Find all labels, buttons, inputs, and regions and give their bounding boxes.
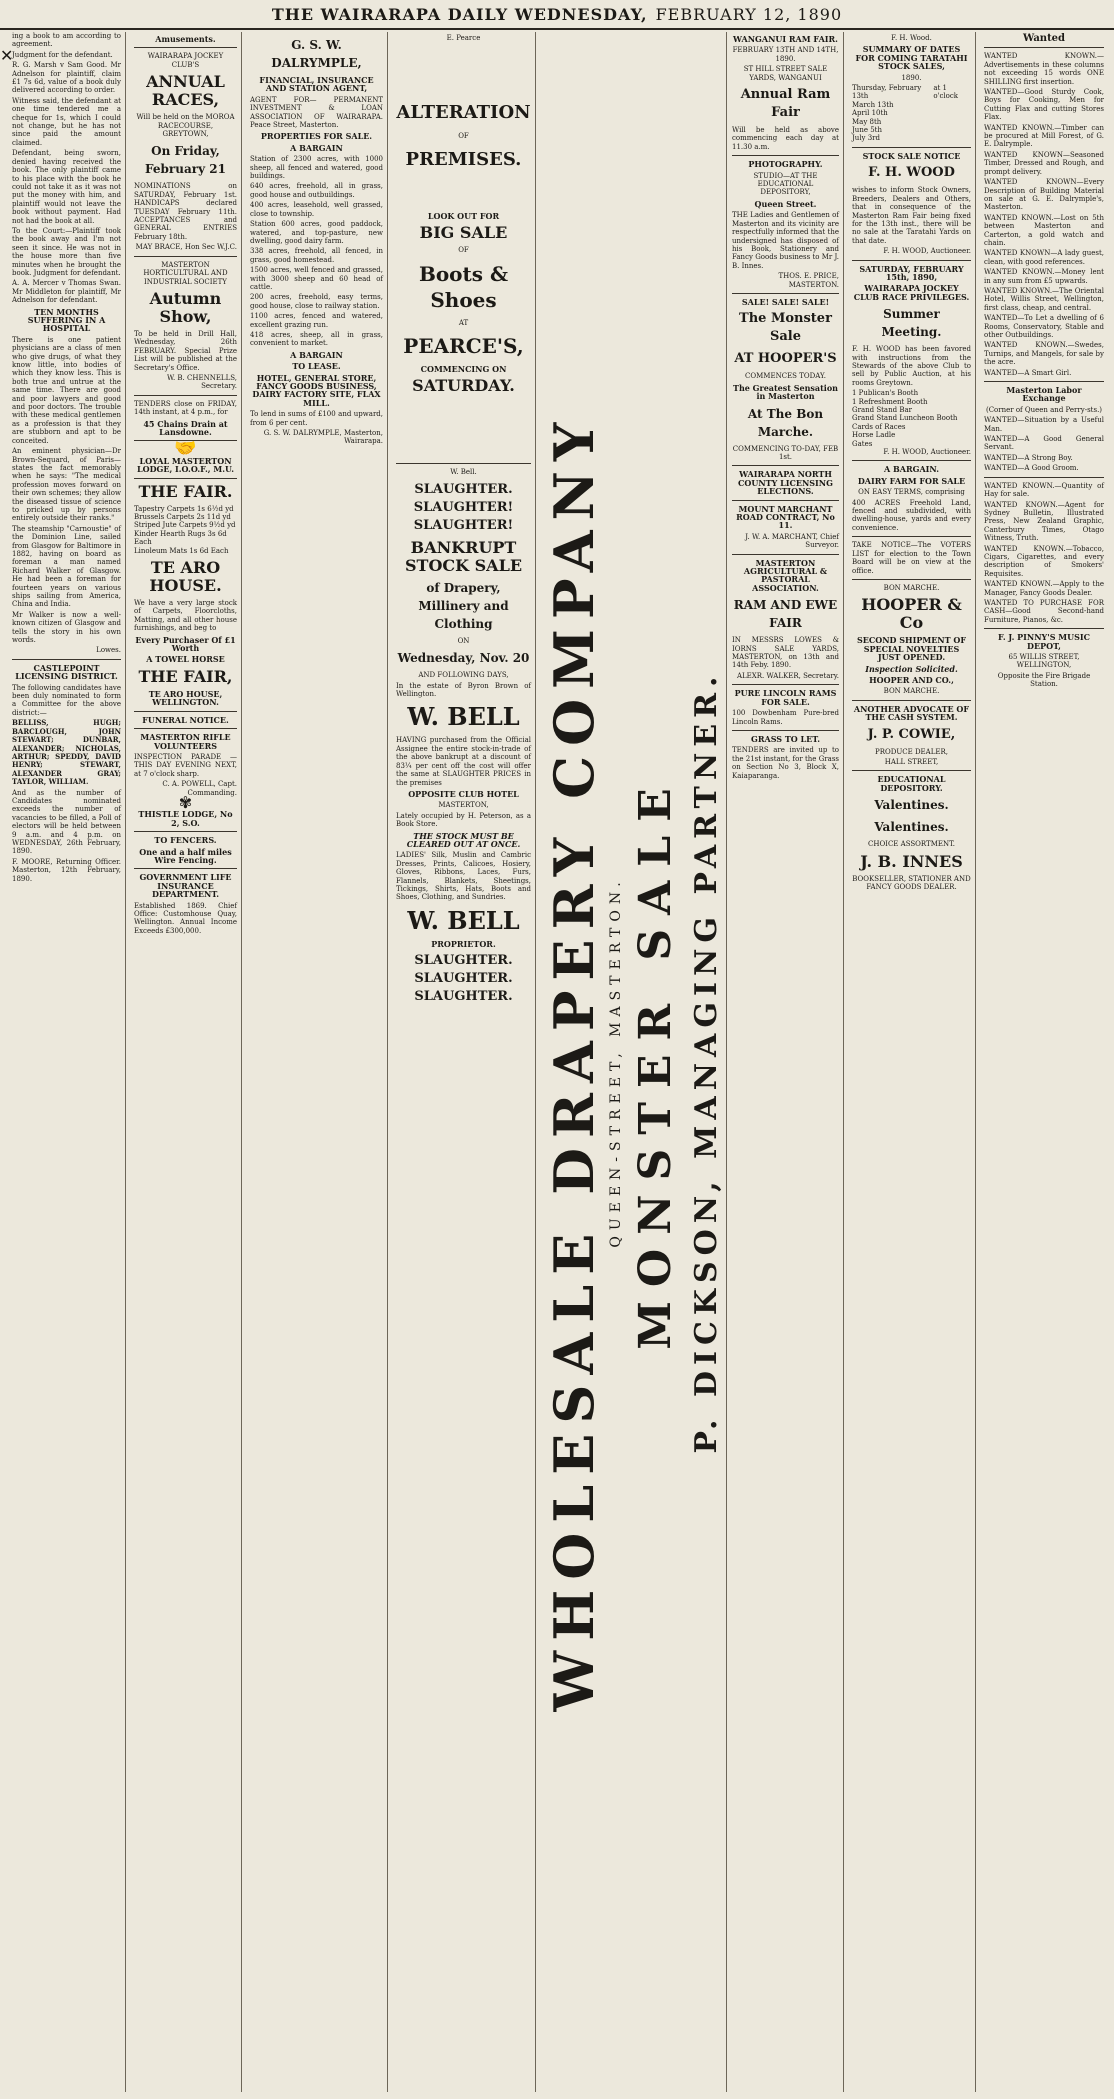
divider — [852, 700, 971, 701]
ad-title: SATURDAY. — [412, 376, 515, 396]
divider — [134, 831, 237, 832]
classified-item: WANTED KNOWN.—Tobacco, Cigars, Cigarettes, and every description of Smokers' Requisites. — [984, 544, 1104, 578]
ad-text: In the estate of Byron Brown of Wellington. — [396, 681, 531, 699]
divider — [852, 536, 971, 537]
divider — [984, 381, 1104, 382]
ad-title: J. B. INNES — [860, 851, 963, 871]
ad-text: AT — [458, 318, 469, 327]
ad-text: PRODUCE DEALER, — [875, 747, 948, 756]
divider — [396, 463, 531, 464]
column-3 — [246, 32, 388, 2092]
classified-item: WANTED—A Strong Boy. — [984, 453, 1073, 462]
ad-subheading: A BARGAIN — [290, 349, 343, 360]
text-paragraph: There is one patient physicians are a class of men who give drugs, of what they know little, into bodies of which they know less. This is both true and untrue at the same time. There are good and poor lawyers and good and poor doctors. The trouble with these medical gentlemen as a profession is that they are stubborn and apt to be conceited. — [12, 335, 121, 445]
text-paragraph: The following candidates have been duly nominated to form a Committee for the above district:— — [12, 683, 121, 717]
list-item: 1100 acres, fenced and watered, excellent grazing run. — [250, 312, 383, 329]
divider — [984, 477, 1104, 478]
ad-signature: F. H. WOOD, Auctioneer. — [883, 247, 971, 256]
classified-item: WANTED KNOWN.—Quantity of Hay for sale. — [984, 481, 1104, 499]
classified-item: WANTED—Situation by a Useful Man. — [984, 416, 1104, 433]
divider — [852, 460, 971, 461]
ad-header: BON MARCHE. — [883, 583, 940, 592]
list-item: Horse Ladle — [852, 431, 896, 440]
ad-text: 1890. — [901, 73, 922, 82]
divider — [984, 628, 1104, 629]
ad-text: HOTEL, GENERAL STORE, FANCY GOODS BUSINESS, DAIRY FACTORY SITE, FLAX MILL. — [252, 372, 381, 408]
ad-title: Boots & Shoes — [418, 261, 509, 312]
vertical-ad-company: WHOLESALE DRAPERY COMPANY — [542, 412, 606, 1712]
classified-item: WANTED KNOWN.—Agent for Sydney Bulletin, Illustrated Press, New Zealand Graphic, Canterbury Times, Otago Witness, Truth. — [984, 500, 1104, 543]
ad-text: Opposite the Fire Brigade Station. — [997, 671, 1091, 689]
classified-item: WANTED KNOWN.—Swedes, Turnips, and Mangels, for sale by the acre. — [984, 341, 1104, 367]
ad-title: Annual Ram Fair — [740, 87, 831, 121]
ad-signature: MAY BRACE, Hon Sec W.J.C. — [135, 243, 237, 252]
divider — [732, 155, 839, 156]
notice-heading: THISTLE LODGE, No 2, S.O. — [138, 809, 233, 828]
vertical-ad-manager: P. DICKSON, MANAGING PARTNER. — [689, 670, 724, 1454]
notice-signature: ALEXR. WALKER, Secretary. — [736, 671, 839, 680]
ad-title: GOVERNMENT LIFE INSURANCE DEPARTMENT. — [139, 872, 232, 900]
ad-text: THE Ladies and Gentlemen of Masterton and its vicinity are respectfully informed that the undersigned has disposed of his Book, Stationery and Fancy Goods business to Mr J. B. Innes. — [732, 211, 839, 270]
ad-text: To lend in sums of £100 and upward, from 6 per cent. — [250, 410, 383, 427]
ad-subheading: EDUCATIONAL DEPOSITORY. — [877, 774, 946, 793]
ad-title: BIG SALE — [419, 223, 508, 243]
masthead-title: THE WAIRARAPA DAILY WEDNESDAY, — [271, 4, 648, 24]
ad-text: LADIES' Silk, Muslin and Cambric Dresses, Prints, Calicoes, Hosiery, Gloves, Ribbons, Laces, Furs, Flannels, Blankets, Sheetings, Tickings, Shirts, Hats, Boots and Shoes, Clothing, and Sundries. — [396, 851, 531, 902]
ad-text: MASTERTON, — [438, 801, 489, 810]
ad-title: PEARCE'S, — [403, 334, 524, 359]
list-item: March 13th — [852, 100, 894, 109]
article-heading: TEN MONTHS SUFFERING IN A HOSPITAL — [27, 306, 106, 334]
ad-title: Valentines. — [874, 820, 949, 835]
classified-item: WANTED KNOWN.—Money lent in any sum from £5 upwards. — [984, 268, 1104, 285]
ad-text: HAVING purchased from the Official Assignee the entire stock-in-trade of the above bankrupt at a discount of 83¼ per cent off the cost will offer the same at SLAUGHTER PRICES in the premises — [396, 736, 531, 787]
ad-title: SLAUGHTER. SLAUGHTER! SLAUGHTER! — [413, 481, 514, 533]
candidate-list: BELLISS, HUGH; BARCLOUGH, JOHN STEWART; DUNBAR, ALEXANDER; NICHOLAS, ARTHUR; SPEDDY, DAVID HENRY; STEWART, ALEXANDER GRAY; TAYLOR, WILLIAM. — [12, 718, 121, 787]
text-paragraph: Mr Walker is now a well-known citizen of Glasgow and tells the story in his own words. — [12, 610, 121, 645]
ad-text: We have a very large stock of Carpets, Floorcloths, Matting, and all other house furnishings, and beg to — [134, 599, 237, 633]
section-heading: Masterton Labor Exchange — [1006, 385, 1082, 404]
ad-title: RAM AND EWE FAIR — [733, 598, 838, 631]
ad-subheading: The Greatest Sensation in Masterton — [733, 382, 838, 402]
list-item: 1 Publican's Booth — [852, 389, 919, 398]
notice-signature: F. MOORE, Returning Officer. Masterton, 12th February, 1890. — [12, 857, 121, 883]
notice-signature: C. A. POWELL, Capt. Commanding. — [162, 780, 237, 797]
ad-text: Every Purchaser Of £1 Worth — [135, 634, 236, 654]
divider — [134, 395, 237, 396]
notice-heading: MOUNT MARCHANT ROAD CONTRACT, No 11. — [736, 503, 835, 531]
vertical-ad-sale: MONSTER SALE — [630, 774, 681, 1350]
ad-subheading: OPPOSITE CLUB HOTEL — [408, 788, 519, 799]
classified-item: WANTED TO PURCHASE FOR CASH—Good Second-hand Furniture, Pianos, &c. — [984, 598, 1104, 624]
ad-text: One and a half miles Wire Fencing. — [139, 846, 232, 865]
ad-subheading: SECOND SHIPMENT OF SPECIAL NOVELTIES JUST OPENED. — [857, 635, 966, 663]
classified-item: WANTED KNOWN.—The Oriental Hotel, Willis Street, Wellington, first class, cheap, and central. — [984, 286, 1104, 312]
text-paragraph: Defendant, being sworn, denied having received the book. The only plaintiff came to his place with the book he could not take it as it was not put the money with him, and plaintiff would not leave the book without payment. Had not had the book at all. — [12, 149, 121, 225]
ad-text: A TOWEL HORSE — [146, 654, 225, 665]
ad-subheading: FINANCIAL, INSURANCE AND STATION AGENT, — [259, 75, 374, 94]
ad-text: ST HILL STREET SALE YARDS, WANGANUI — [743, 65, 828, 82]
ad-signature: F. H. WOOD, Auctioneer. — [883, 448, 971, 457]
ad-text: NOMINATIONS on SATURDAY, February 1st. HANDICAPS declared TUESDAY February 11th. ACCEPTANCES and GENERAL ENTRIES February 18th. — [134, 182, 237, 241]
ad-title: WANGANUI RAM FAIR. — [733, 34, 838, 44]
classified-item: WANTED—Good Sturdy Cook, Boys for Cooking, Men for Cutting Flax and cutting Stores Flax. — [984, 88, 1104, 122]
ad-date: On Friday, February 21 — [145, 144, 226, 177]
ad-title: AT HOOPER'S — [734, 351, 837, 367]
notice-heading: FUNERAL NOTICE. — [142, 714, 229, 725]
ad-subheading: PROPRIETOR. — [431, 938, 496, 949]
list-item: Grand Stand Bar — [852, 406, 912, 414]
ad-title: A BARGAIN. — [884, 464, 939, 475]
ad-title: SLAUGHTER. SLAUGHTER. SLAUGHTER. — [414, 953, 513, 1005]
text-paragraph: And as the number of Candidates nominated exceeds the number of vacancies to be filled, a Poll of electors will be held between 9 a.m. and 4 p.m. on WEDNESDAY, 26th February, 1890. — [12, 788, 121, 856]
ad-text: BON MARCHE. — [883, 687, 940, 696]
list-item: Linoleum Mats 1s 6d Each — [134, 546, 229, 555]
classified-item: WANTED KNOWN—Seasoned Timber, Dressed and Rough, and prompt delivery. — [984, 150, 1104, 176]
ad-title: 45 Chains Drain at Lansdowne. — [143, 418, 228, 437]
list-item: Station of 2300 acres, with 1000 sheep, all fenced and watered, good buildings. — [250, 155, 383, 181]
text-paragraph: A. A. Mercer v Thomas Swan. Mr Middleton for plaintiff, Mr Adnelson for defendant. — [12, 279, 121, 305]
list-item: April 10th — [852, 109, 888, 118]
divider — [134, 868, 237, 869]
ad-title: Valentines. — [874, 798, 949, 813]
list-item: 400 acres, leasehold, well grassed, close to township. — [250, 201, 383, 218]
divider — [852, 260, 971, 261]
ad-title: PREMISES. — [405, 148, 522, 170]
list-item: Station 600 acres, good paddock, watered, and top-pasture, new dwelling, good dairy farm. — [250, 220, 383, 245]
ad-title: GRASS TO LET. — [751, 733, 820, 744]
ad-signature: G. S. W. DALRYMPLE, Masterton, Wairarapa. — [263, 429, 383, 446]
ad-title: PHOTOGRAPHY. — [748, 159, 823, 170]
ad-text: AGENT FOR— PERMANENT INVESTMENT & LOAN ASSOCIATION OF WAIRARAPA. Peace Street, Masterton. — [250, 95, 383, 130]
notice-heading: MASTERTON AGRICULTURAL & PASTORAL ASSOCIATION. — [743, 557, 828, 593]
ad-text: ON — [457, 636, 470, 645]
ad-title: At The Bon Marche. — [747, 406, 824, 439]
ad-subheading: ANOTHER ADVOCATE OF THE CASH SYSTEM. — [853, 703, 970, 723]
ad-title: THE FAIR, — [138, 666, 233, 686]
ad-subheading: A BARGAIN — [290, 142, 343, 153]
notice-heading: CASTLEPOINT LICENSING DISTRICT. — [15, 662, 118, 682]
notice-text: TAKE NOTICE—The VOTERS LIST for election to the Town Board will be on view at the office. — [852, 541, 971, 575]
ad-text: HALL STREET, — [884, 757, 939, 766]
ad-text: To be held in Drill Hall, Wednesday, 26th FEBRUARY. Special Prize List will be published at the Secretary's Office. — [134, 329, 237, 372]
text-paragraph: Judgment for the defendant. — [12, 50, 113, 59]
column-1 — [8, 32, 126, 2092]
ad-text: COMMENCES TODAY. — [745, 372, 826, 381]
classified-item: WANTED KNOWN.—Advertisements in these columns not exceeding 15 words ONE SHILLING first insertion. — [984, 52, 1104, 86]
notice-signature: J. W. A. MARCHANT, Chief Surveyor. — [745, 532, 839, 550]
divider — [732, 465, 839, 466]
classified-item: WANTED KNOWN.—Apply to the Manager, Fancy Goods Dealer. — [984, 580, 1104, 597]
ad-subheading: SUMMARY OF DATES FOR COMING TARATAHI STOCK SALES, — [855, 44, 968, 72]
divider — [852, 770, 971, 771]
list-item: 1 Refreshment Booth — [852, 397, 928, 406]
list-item: 418 acres, sheep, all in grass, convenient to market. — [250, 330, 383, 348]
ad-text: wishes to inform Stock Owners, Breeders, Dealers and Others, that in consequence of the Masterton Ram Fair being fixed for the 13th inst., there will be no sale at the Taratahi Yards on that date. — [852, 186, 971, 245]
section-heading: Wanted — [1022, 33, 1066, 44]
ad-title: PURE LINCOLN RAMS FOR SALE. — [734, 688, 837, 707]
ad-title: TE ARO HOUSE. — [149, 558, 222, 596]
classified-item: WANTED—A Good Groom. — [984, 464, 1079, 473]
ad-text: STUDIO—AT THE EDUCATIONAL DEPOSITORY, — [753, 171, 818, 197]
ad-text: LOOK OUT FOR — [427, 210, 500, 221]
section-heading: Amusements. — [155, 34, 216, 44]
ad-header: F. H. Wood. — [891, 34, 932, 42]
article-signature: Lowes. — [96, 646, 121, 655]
ad-title: F. H. WOOD — [868, 165, 955, 181]
ad-subheading: of Drapery, Millinery and Clothing — [418, 580, 509, 631]
notice-heading: MASTERTON RIFLE VOLUNTEERS — [140, 732, 231, 751]
classified-item: WANTED KNOWN—Every Description of Building Material on sale at G. E. Dalrymple's, Masterton. — [984, 178, 1104, 212]
text-paragraph: ing a book to am according to agreement. — [12, 32, 121, 49]
notice-heading: WAIRARAPA NORTH COUNTY LICENSING ELECTIONS. — [738, 469, 833, 497]
text-paragraph: Witness said, the defendant at one time tendered me a cheque for 1s, which I could not change, but he has not since paid the amount claimed. — [12, 96, 121, 147]
ad-title: ANNUAL RACES, — [146, 72, 225, 110]
ad-title: Autumn Show, — [149, 288, 222, 326]
column-7 — [728, 32, 844, 2092]
list-item: Grand Stand Luncheon Booth — [852, 414, 958, 423]
scan-mark: ✕ — [0, 46, 14, 65]
list-item: 200 acres, freehold, easy terms, good house, close to railway station. — [250, 293, 383, 310]
ad-title: F. J. PINNY'S MUSIC DEPOT, — [997, 632, 1090, 651]
list-item: June 5th — [852, 126, 882, 135]
ad-subheading: Queen Street. — [754, 198, 817, 209]
notice-text: INSPECTION PARADE — THIS DAY EVENING NEXT, at 7 o'clock sharp. — [134, 752, 237, 778]
vertical-advertisement — [540, 32, 727, 2092]
ad-date: Wednesday, Nov. 20 — [397, 651, 530, 666]
sale-dates-list — [852, 84, 971, 143]
list-item: Gates — [852, 439, 873, 448]
ad-text: IN MESSRS LOWES & IORNS SALE YARDS, MASTERTON, on 13th and 14th Feby. 1890. — [732, 636, 839, 670]
ad-text: COMMENCING TO-DAY, FEB 1st. — [732, 444, 839, 461]
divider — [852, 147, 971, 148]
ad-text: CHOICE ASSORTMENT. — [867, 840, 955, 849]
ad-title: W. BELL — [407, 905, 520, 935]
list-item: May 8th — [852, 117, 882, 126]
ad-text: Lately occupied by H. Peterson, as a Book Store. — [396, 811, 531, 829]
ad-title: DAIRY FARM FOR SALE — [857, 475, 966, 486]
column-2 — [130, 32, 242, 2092]
ad-subheading: Inspection Solicited. — [865, 663, 958, 674]
ad-title: J. P. COWIE, — [867, 726, 956, 742]
divider — [134, 728, 237, 729]
divider — [732, 730, 839, 731]
ad-text: F. H. WOOD has been favored with instructions from the Stewards of the above Club to sell by Public Auction, at his rooms Greytown. — [852, 345, 971, 387]
divider — [732, 554, 839, 555]
masthead — [0, 0, 1114, 30]
ad-text: BOOKSELLER, STATIONER AND FANCY GOODS DEALER. — [852, 874, 971, 891]
ad-signature: THOS. E. PRICE, MASTERTON. — [778, 272, 839, 289]
ad-header: E. Pearce — [446, 34, 481, 42]
ad-title: The Monster Sale — [739, 311, 832, 345]
divider — [732, 684, 839, 685]
divider — [852, 579, 971, 580]
price-list — [134, 505, 237, 555]
ad-text: (Corner of Queen and Perry-sts.) — [985, 405, 1103, 414]
divider — [134, 711, 237, 712]
list-item: Brussels Carpets 2s 11d yd — [134, 513, 231, 521]
ad-text: OF — [458, 132, 469, 141]
ad-text: OF — [458, 246, 469, 255]
ad-text: 65 WILLIS STREET, WELLINGTON, — [1008, 653, 1080, 670]
classified-item: WANTED—A Good General Servant. — [984, 435, 1104, 452]
ad-title: W. BELL — [407, 702, 520, 732]
divider — [732, 293, 839, 294]
list-item: Tapestry Carpets 1s 6½d yd — [134, 504, 234, 513]
ad-text: Established 1869. Chief Office: Customhouse Quay, Wellington. Annual Income Exceeds £300,000. — [134, 901, 237, 935]
masthead-date: FEBRUARY 12, 1890 — [655, 4, 843, 24]
thistle-emblem-icon: ✾ — [178, 792, 193, 812]
text-paragraph: An eminent physician—Dr Brown-Sequard, of Paris—states the fact memorably when he says: "The medical profession moves forward on their own schemes; they allow the diseased tissue of science to pricked up by persons entirely outside their ranks." — [12, 447, 121, 523]
ad-subheading: PROPERTIES FOR SALE. — [260, 131, 373, 142]
ad-title: TO FENCERS. — [154, 835, 217, 846]
divider — [12, 659, 121, 660]
ad-title: HOOPER AND CO., — [869, 674, 954, 685]
list-item: Kinder Hearth Rugs 3s 6d Each — [134, 529, 227, 547]
list-item: 1500 acres, well fenced and grassed, with 3000 sheep and 60 head of cattle. — [250, 266, 383, 291]
list-item: 338 acres, freehold, all fenced, in grass, good homestead. — [250, 247, 383, 264]
classified-item: WANTED—A Smart Girl. — [984, 368, 1072, 377]
ad-title: ALTERATION — [396, 102, 531, 124]
ad-text: TENDERS close on FRIDAY, 14th instant, at 4 p.m., for — [134, 399, 237, 417]
rights-list — [852, 389, 971, 448]
divider — [732, 500, 839, 501]
column-9 — [980, 32, 1108, 2092]
ad-title: STOCK SALE NOTICE — [862, 150, 961, 161]
classified-item: WANTED KNOWN.—Lost on 5th between Masterton and Carterton, a gold watch and chain. — [984, 213, 1104, 247]
ad-title: TE ARO HOUSE, WELLINGTON. — [148, 688, 223, 708]
column-4 — [392, 32, 536, 2092]
list-item: Striped Jute Carpets 9½d yd — [134, 521, 236, 530]
ad-title: SALE! SALE! SALE! — [741, 296, 830, 307]
ad-title: HOOPER & Co — [861, 595, 962, 633]
ad-title: G. S. W. DALRYMPLE, — [271, 38, 362, 70]
ad-text: TENDERS are invited up to the 21st instant, for the Grass on Section No 3, Block X, Kaiaparanga. — [732, 746, 839, 780]
ad-text: FEBRUARY 13TH AND 14TH, 1890. — [732, 46, 839, 63]
ad-text: AND FOLLOWING DAYS, — [418, 671, 509, 680]
ad-subheading: Summer Meeting. — [881, 307, 942, 340]
ad-text: Will be held as above commencing each day at 11.30 a.m. — [732, 126, 839, 151]
ad-title: THE FAIR. — [138, 481, 233, 501]
ad-text: Will be held on the MOROA RACECOURSE, GREYTOWN, — [136, 113, 235, 139]
list-item: Cards of Races — [852, 422, 906, 431]
classified-item: WANTED—To Let a dwelling of 6 Rooms, Conservatory, Stable and other Outbuildings. — [984, 314, 1104, 339]
ad-header: W. Bell. — [450, 468, 477, 477]
ad-date: SATURDAY, FEBRUARY 15th, 1890, — [859, 263, 964, 282]
divider — [134, 256, 237, 257]
list-item: Thursday, February 13th at 1 o'clock — [852, 84, 959, 101]
divider — [984, 47, 1104, 48]
ad-subheading: TO LEASE. — [292, 361, 341, 372]
vertical-ad-address: QUEEN-STREET, MASTERTON. — [608, 876, 624, 1248]
ad-text: 400 ACRES Freehold Land, fenced and subdivided, with dwelling-house, yards and every convenience. — [852, 498, 971, 532]
divider — [134, 478, 237, 479]
ad-title: LOYAL MASTERTON LODGE, I.O.O.F., M.U. — [136, 455, 235, 475]
column-8 — [848, 32, 976, 2092]
classified-item: WANTED KNOWN—A lady guest, clean, with good references. — [984, 249, 1104, 266]
vertical-ad-text — [542, 413, 724, 1712]
text-paragraph: To the Court:—Plaintiff took the book away and I'm not seen it since. He was not in the house more than five minutes when he brought the book. Judgment for defendant. — [12, 226, 121, 277]
ad-text: 100 Dowbenham Pure-bred Lincoln Rams. — [732, 709, 839, 726]
ad-subheading: MASTERTON HORTICULTURAL AND INDUSTRIAL SOCIETY — [143, 260, 228, 286]
classified-item: WANTED KNOWN.—Timber can be procured at Mill Forest, of G. E. Dalrymple. — [984, 123, 1104, 149]
text-paragraph: The steamship "Carnoustie" of the Dominion Line, sailed from Glasgow for Baltimore in 1882, having on board as foreman a man named Richard Walker of Glasgow. He had been a foreman for fourteen years on various ships sailing from America, China and India. — [12, 524, 121, 609]
ad-subheading: THE STOCK MUST BE CLEARED OUT AT ONCE. — [406, 830, 521, 849]
ad-text: COMMENCING ON — [420, 364, 507, 375]
ad-title: WAIRARAPA JOCKEY CLUB RACE PRIVILEGES. — [853, 283, 970, 302]
ad-title: BANKRUPT STOCK SALE — [404, 537, 523, 575]
text-paragraph: R. G. Marsh v Sam Good. Mr Adnelson for plaintiff, claim £1 7s 6d, value of a book duly delivered according to order. — [12, 61, 121, 95]
list-item: July 3rd — [852, 134, 881, 143]
handshake-emblem-icon: 🤝 — [174, 438, 197, 460]
ad-signature: W. B. CHENNELLS, Secretary. — [166, 373, 237, 391]
list-item: 640 acres, freehold, all in grass, good house and outbuildings. — [250, 182, 383, 199]
ad-subheading: WAIRARAPA JOCKEY CLUB'S — [147, 52, 224, 69]
ad-text: ON EASY TERMS, comprising — [858, 488, 965, 497]
divider — [134, 47, 237, 48]
